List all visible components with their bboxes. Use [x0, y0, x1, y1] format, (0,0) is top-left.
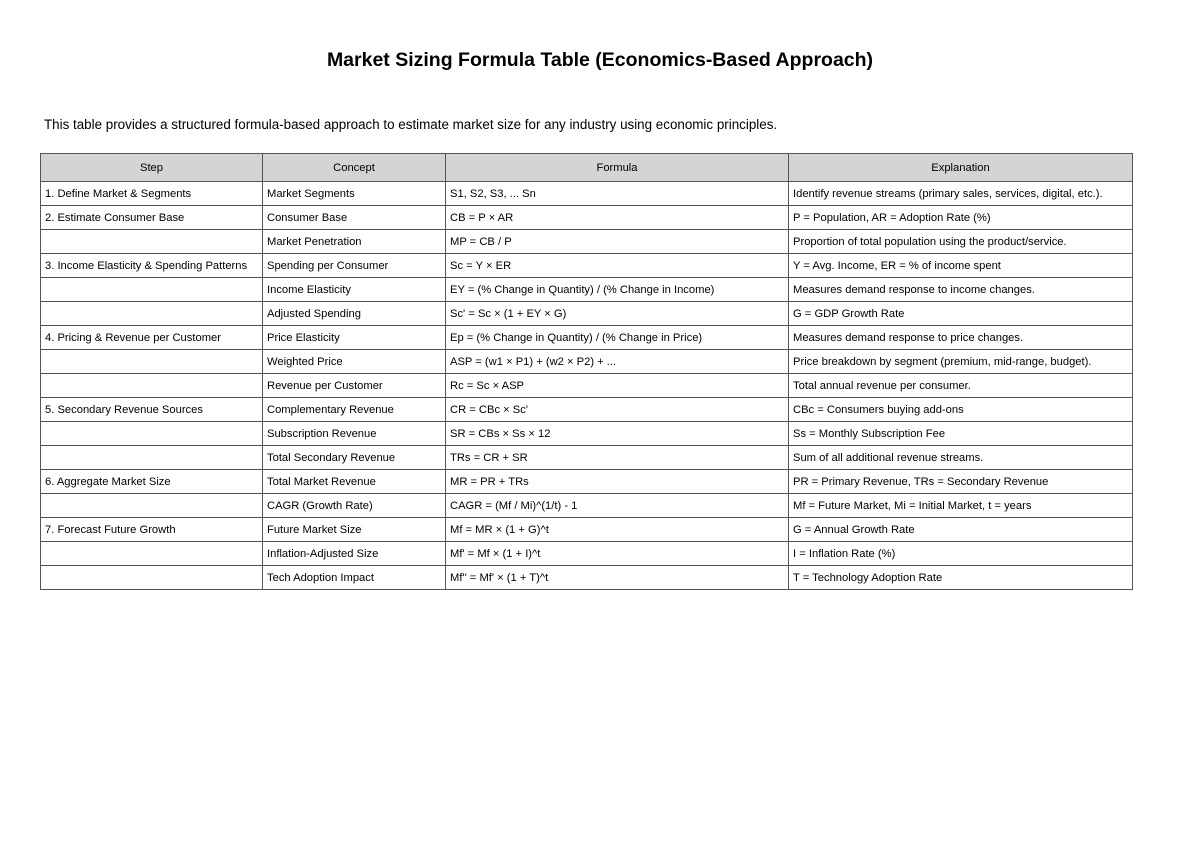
- table-row: [41, 206, 1133, 230]
- concept-cell: Revenue per Customer: [263, 374, 446, 398]
- explanation-cell: Ss = Monthly Subscription Fee: [789, 422, 1133, 446]
- page-title: Market Sizing Formula Table (Economics-Based Approach): [326, 49, 874, 71]
- step-cell: [41, 446, 263, 470]
- table-row: [41, 326, 1133, 350]
- formula-cell: Ep = (% Change in Quantity) / (% Change in Price): [446, 326, 789, 350]
- formula-cell: TRs = CR + SR: [446, 446, 789, 470]
- formula-cell: Sc' = Sc × (1 + EY × G): [446, 302, 789, 326]
- table-row: [41, 398, 1133, 422]
- table-body: [41, 182, 1133, 590]
- formula-cell: Mf' = Mf × (1 + I)^t: [446, 542, 789, 566]
- explanation-cell: G = Annual Growth Rate: [789, 518, 1133, 542]
- step-cell: [41, 422, 263, 446]
- explanation-cell: PR = Primary Revenue, TRs = Secondary Revenue: [789, 470, 1133, 494]
- explanation-cell: T = Technology Adoption Rate: [789, 566, 1133, 590]
- formula-cell: Mf = MR × (1 + G)^t: [446, 518, 789, 542]
- concept-cell: Market Segments: [263, 182, 446, 206]
- table-row: [41, 278, 1133, 302]
- explanation-cell: Identify revenue streams (primary sales, services, digital, etc.).: [789, 182, 1133, 206]
- explanation-cell: I = Inflation Rate (%): [789, 542, 1133, 566]
- concept-cell: Complementary Revenue: [263, 398, 446, 422]
- table-row: [41, 422, 1133, 446]
- concept-cell: Total Secondary Revenue: [263, 446, 446, 470]
- concept-cell: Subscription Revenue: [263, 422, 446, 446]
- step-cell: 4. Pricing & Revenue per Customer: [41, 326, 263, 350]
- formula-cell: Rc = Sc × ASP: [446, 374, 789, 398]
- concept-cell: Total Market Revenue: [263, 470, 446, 494]
- concept-cell: Future Market Size: [263, 518, 446, 542]
- formula-table: [40, 153, 1133, 590]
- step-cell: [41, 542, 263, 566]
- explanation-cell: Measures demand response to price changes.: [789, 326, 1133, 350]
- explanation-cell: CBc = Consumers buying add-ons: [789, 398, 1133, 422]
- concept-cell: Income Elasticity: [263, 278, 446, 302]
- explanation-cell: Price breakdown by segment (premium, mid-range, budget).: [789, 350, 1133, 374]
- table-row: [41, 182, 1133, 206]
- step-cell: [41, 566, 263, 590]
- concept-cell: Price Elasticity: [263, 326, 446, 350]
- step-cell: [41, 278, 263, 302]
- step-cell: 1. Define Market & Segments: [41, 182, 263, 206]
- table-row: [41, 494, 1133, 518]
- step-cell: [41, 350, 263, 374]
- table-row: [41, 542, 1133, 566]
- table-row: [41, 446, 1133, 470]
- step-cell: 3. Income Elasticity & Spending Patterns: [41, 254, 263, 278]
- step-cell: 2. Estimate Consumer Base: [41, 206, 263, 230]
- explanation-cell: Measures demand response to income changes.: [789, 278, 1133, 302]
- table-row: [41, 374, 1133, 398]
- intro-text: This table provides a structured formula-based approach to estimate market size for any industry using economic principles.: [44, 117, 778, 132]
- concept-cell: CAGR (Growth Rate): [263, 494, 446, 518]
- concept-cell: Inflation-Adjusted Size: [263, 542, 446, 566]
- step-cell: 7. Forecast Future Growth: [41, 518, 263, 542]
- formula-cell: EY = (% Change in Quantity) / (% Change in Income): [446, 278, 789, 302]
- formula-cell: CR = CBc × Sc': [446, 398, 789, 422]
- formula-cell: MR = PR + TRs: [446, 470, 789, 494]
- table-row: [41, 518, 1133, 542]
- formula-cell: S1, S2, S3, ... Sn: [446, 182, 789, 206]
- step-cell: [41, 230, 263, 254]
- table-row: [41, 254, 1133, 278]
- explanation-cell: Y = Avg. Income, ER = % of income spent: [789, 254, 1133, 278]
- explanation-cell: Proportion of total population using the product/service.: [789, 230, 1133, 254]
- formula-cell: Mf'' = Mf' × (1 + T)^t: [446, 566, 789, 590]
- step-cell: [41, 494, 263, 518]
- table-header-row: [41, 154, 1133, 182]
- formula-cell: CAGR = (Mf / Mi)^(1/t) - 1: [446, 494, 789, 518]
- step-cell: [41, 302, 263, 326]
- explanation-cell: Sum of all additional revenue streams.: [789, 446, 1133, 470]
- step-cell: 6. Aggregate Market Size: [41, 470, 263, 494]
- explanation-cell: Total annual revenue per consumer.: [789, 374, 1133, 398]
- header-concept: Concept: [263, 154, 446, 182]
- concept-cell: Spending per Consumer: [263, 254, 446, 278]
- concept-cell: Weighted Price: [263, 350, 446, 374]
- explanation-cell: P = Population, AR = Adoption Rate (%): [789, 206, 1133, 230]
- table-row: [41, 302, 1133, 326]
- formula-cell: CB = P × AR: [446, 206, 789, 230]
- step-cell: [41, 374, 263, 398]
- step-cell: 5. Secondary Revenue Sources: [41, 398, 263, 422]
- table-row: [41, 566, 1133, 590]
- header-step: Step: [41, 154, 263, 182]
- formula-cell: SR = CBs × Ss × 12: [446, 422, 789, 446]
- concept-cell: Adjusted Spending: [263, 302, 446, 326]
- explanation-cell: Mf = Future Market, Mi = Initial Market, t = years: [789, 494, 1133, 518]
- explanation-cell: G = GDP Growth Rate: [789, 302, 1133, 326]
- header-formula: Formula: [446, 154, 789, 182]
- formula-cell: MP = CB / P: [446, 230, 789, 254]
- header-explanation: Explanation: [789, 154, 1133, 182]
- formula-cell: ASP = (w1 × P1) + (w2 × P2) + ...: [446, 350, 789, 374]
- concept-cell: Consumer Base: [263, 206, 446, 230]
- table-row: [41, 470, 1133, 494]
- table-row: [41, 230, 1133, 254]
- concept-cell: Market Penetration: [263, 230, 446, 254]
- concept-cell: Tech Adoption Impact: [263, 566, 446, 590]
- formula-cell: Sc = Y × ER: [446, 254, 789, 278]
- table-row: [41, 350, 1133, 374]
